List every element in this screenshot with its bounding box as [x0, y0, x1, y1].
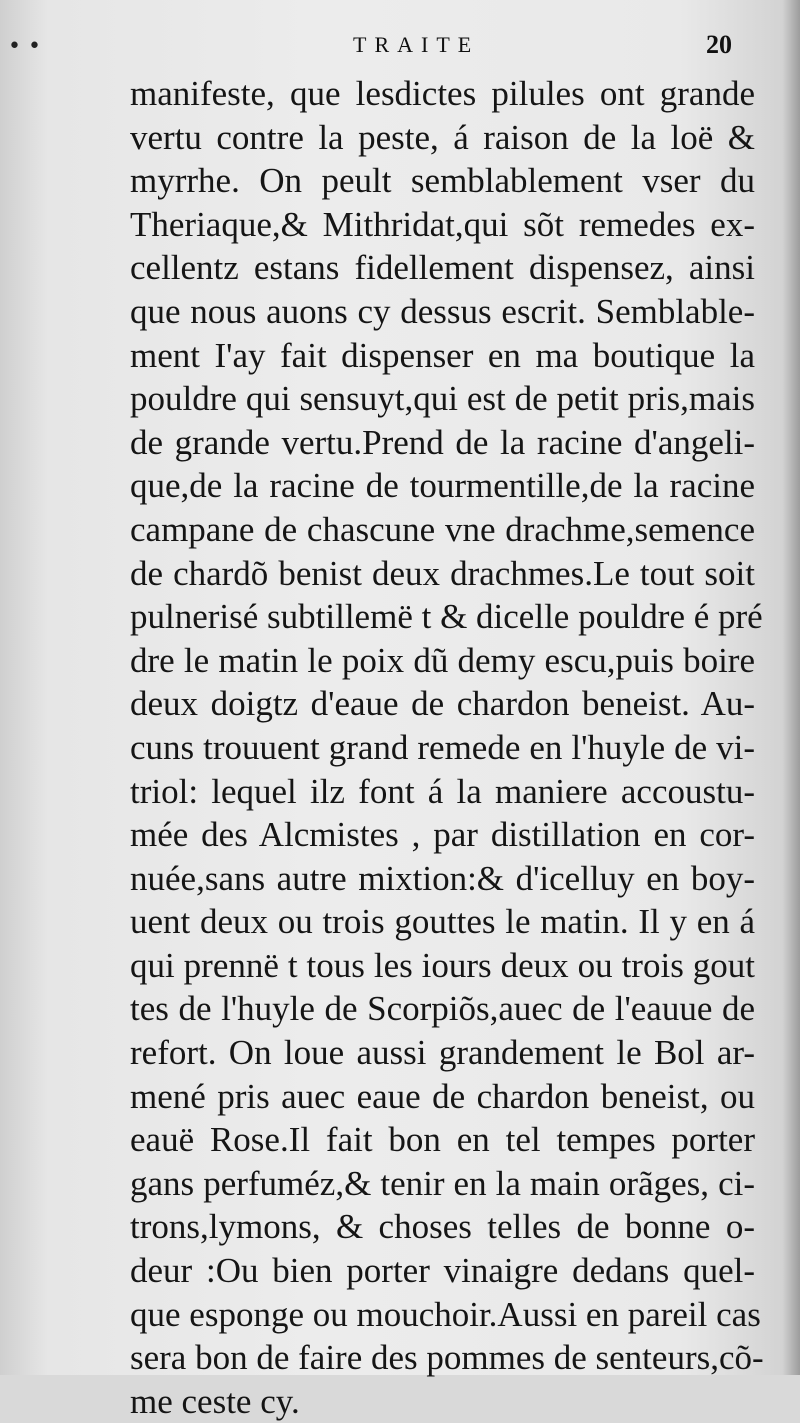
text-line: que nous auons cy dessus escrit. Semblable- [130, 291, 755, 331]
text-line: deur :Ou bien porter vinaigre dedans quel- [130, 1251, 755, 1291]
text-line: que esponge ou mouchoir.Aussi en pareil cas [130, 1294, 761, 1334]
text-line: tes de l'huyle de Scorpiõs,auec de l'eauue de [130, 989, 755, 1029]
page-number: 20 [706, 30, 732, 59]
text-line: manifeste, que lesdictes pilules ont grande [130, 74, 755, 113]
page-edge-shadow [782, 0, 800, 1375]
text-line: mené pris auec eaue de chardon beneist, ou [130, 1076, 755, 1116]
text-line: de grande vertu.Prend de la racine d'angeli- [130, 422, 755, 462]
text-line: qui prennë t tous les iours deux ou trois gout [130, 945, 755, 985]
text-line: triol: lequel ilz font á la maniere accoustu- [130, 771, 755, 811]
text-line: myrrhe. On peult semblablement vser du [130, 161, 755, 201]
text-line: campane de chascune vne drachme,semence [130, 509, 755, 549]
text-line: nuée,sans autre mixtion:& d'icelluy en boy- [130, 858, 755, 898]
text-line: sera bon de faire des pommes de senteurs,cõ- [130, 1338, 764, 1378]
text-line: uent deux ou trois gouttes le matin. Il y en á [130, 902, 755, 942]
text-line: que,de la racine de tourmentille,de la racine [130, 466, 755, 506]
text-line: eauë Rose.Il fait bon en tel tempes porter [130, 1120, 755, 1160]
text-line: mée des Alcmistes , par distillation en cor- [130, 815, 755, 855]
text-line: refort. On loue aussi grandement le Bol ar- [130, 1033, 755, 1073]
text-line: pulnerisé subtillemë t & dicelle pouldre é pré [130, 597, 763, 637]
text-line: pouldre qui sensuyt,qui est de petit pris,mais [130, 379, 755, 419]
margin-marks: • • [8, 34, 41, 59]
text-line: cuns trouuent grand remede en l'huyle de vi- [130, 727, 755, 767]
text-line: cellentz estans fidellement dispensez, ainsi [130, 248, 755, 288]
text-line: vertu contre la peste, á raison de la loë & [130, 117, 755, 157]
text-line: ment I'ay fait dispenser en ma boutique la [130, 335, 755, 375]
text-line: deux doigtz d'eaue de chardon beneist. Au- [130, 684, 755, 724]
text-line: de chardõ benist deux drachmes.Le tout soit [130, 553, 755, 593]
running-title: TRAITE [353, 32, 480, 57]
text-line: dre le matin le poix dũ demy escu,puis boire [130, 640, 755, 680]
text-line: gans perfuméz,& tenir en la main orãges, ci- [130, 1163, 755, 1203]
page-header [0, 30, 800, 66]
body-text [130, 72, 764, 1423]
text-line: trons,lymons, & choses telles de bonne o- [130, 1207, 755, 1247]
text-line: Theriaque,& Mithridat,qui sõt remedes ex- [130, 204, 755, 244]
text-line: me ceste cy. [130, 1381, 300, 1421]
